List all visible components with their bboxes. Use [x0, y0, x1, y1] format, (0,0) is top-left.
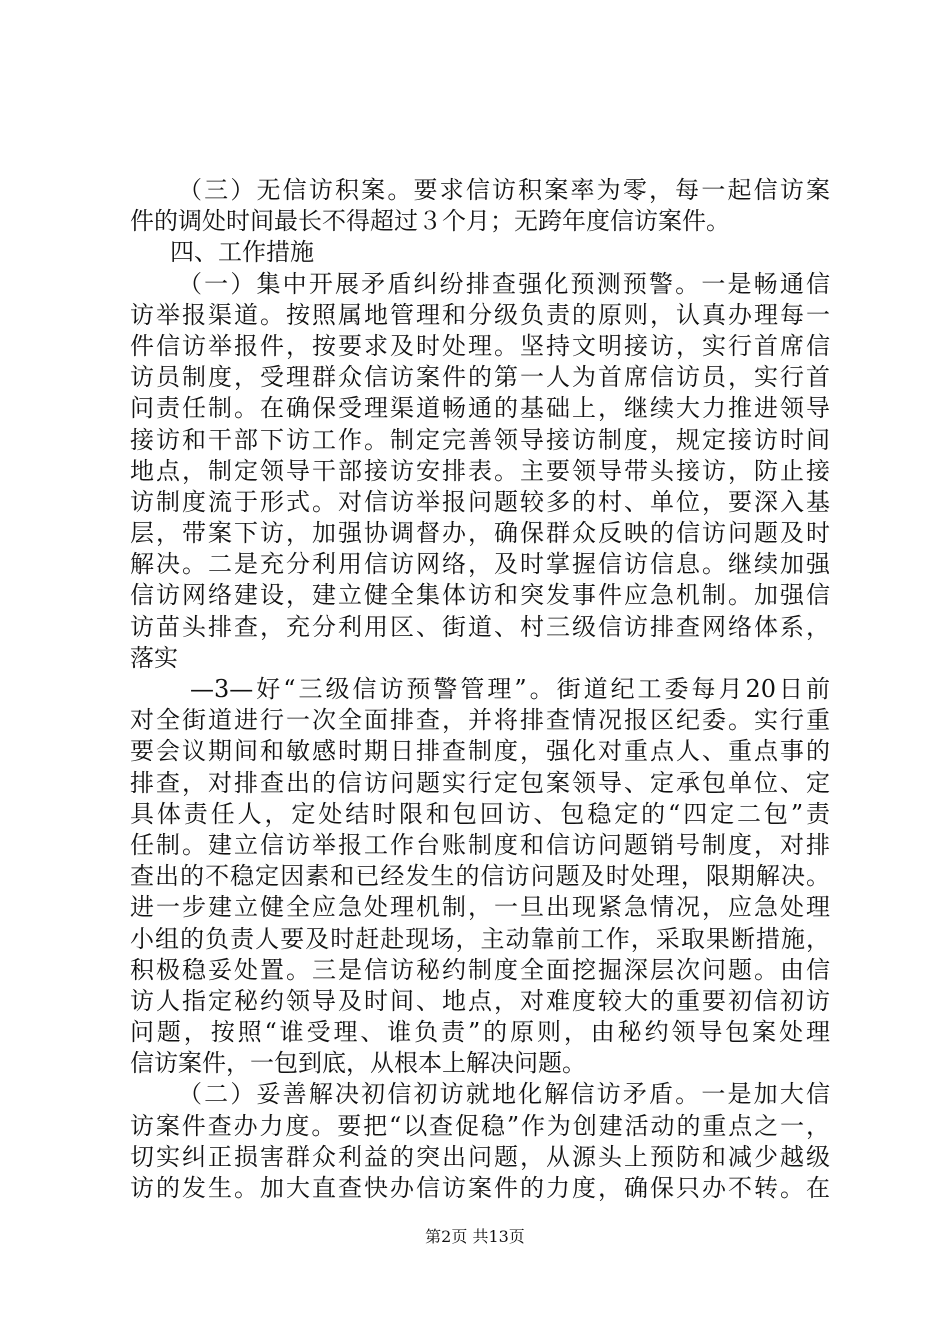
- paragraph-line: 接访和干部下访工作。制定完善领导接访制度，规定接访时间: [130, 425, 830, 454]
- paragraph-line: （三）无信访积案。要求信访积案率为零，每一起信访案: [178, 176, 830, 204]
- paragraph-line: 切实纠正损害群众利益的突出问题，从源头上预防和减少越级: [130, 1142, 830, 1171]
- paragraph-line: 问题，按照“谁受理、谁负责”的原则，由秘约领导包案处理: [130, 1018, 830, 1047]
- paragraph-line: 积极稳妥处置。三是信访秘约制度全面挖掘深层次问题。由信: [130, 955, 830, 984]
- paragraph-line: 对全街道进行一次全面排查，并将排查情况报区纪委。实行重: [130, 706, 830, 735]
- paragraph-line: 任制。建立信访举报工作台账制度和信访问题销号制度，对排: [130, 830, 830, 859]
- paragraph-line: 信访网络建设，建立健全集体访和突发事件应急机制。加强信: [130, 581, 830, 610]
- document-body: [130, 175, 830, 1204]
- page-footer: [0, 1227, 950, 1247]
- page-number: 第2页 共13页: [425, 1227, 525, 1246]
- paragraph-line: 访员制度，受理群众信访案件的第一人为首席信访员，实行首: [130, 363, 830, 392]
- paragraph-line: 要会议期间和敏感时期日排查制度，强化对重点人、重点事的: [130, 737, 830, 766]
- paragraph-line: （一）集中开展矛盾纠纷排查强化预测预警。一是畅通信: [178, 269, 830, 298]
- paragraph-line: 小组的负责人要及时赶赴现场，主动靠前工作，采取果断措施，: [130, 924, 830, 953]
- paragraph-line: 访人指定秘约领导及时间、地点，对难度较大的重要初信初访: [130, 986, 830, 1015]
- paragraph-line: 访的发生。加大直查快办信访案件的力度，确保只办不转。在: [130, 1174, 830, 1202]
- paragraph-line: 访制度流于形式。对信访举报问题较多的村、单位，要深入基: [130, 487, 830, 516]
- paragraph-line: 访案件查办力度。要把“以查促稳”作为创建活动的重点之一，: [130, 1111, 830, 1140]
- paragraph-line: 地点，制定领导干部接访安排表。主要领导带头接访，防止接: [130, 456, 830, 485]
- paragraph-line: 访举报渠道。按照属地管理和分级负责的原则，认真办理每一: [130, 300, 830, 329]
- paragraph-line: 解决。二是充分利用信访网络，及时掌握信访信息。继续加强: [130, 550, 830, 579]
- paragraph-line: —3—好“三级信访预警管理”。街道纪工委每月20日前: [190, 675, 830, 703]
- paragraph-line: 问责任制。在确保受理渠道畅通的基础上，继续大力推进领导: [130, 394, 830, 423]
- paragraph-line: 排查，对排查出的信访问题实行定包案领导、定承包单位、定: [130, 768, 830, 797]
- paragraph-line: 访苗头排查，充分利用区、街道、村三级信访排查网络体系，: [130, 612, 830, 641]
- paragraph-line: 查出的不稳定因素和已经发生的信访问题及时处理，限期解决。: [130, 862, 830, 891]
- paragraph-line: 件信访举报件，按要求及时处理。坚持文明接访，实行首席信: [130, 331, 830, 360]
- paragraph-line: （二）妥善解决初信初访就地化解信访矛盾。一是加大信: [178, 1080, 830, 1109]
- paragraph-line: 进一步建立健全应急处理机制，一旦出现紧急情况，应急处理: [130, 893, 830, 922]
- paragraph-line: 落实: [130, 643, 178, 672]
- section-heading: 四、工作措施: [170, 238, 314, 267]
- paragraph-line: 层，带案下访，加强协调督办，确保群众反映的信访问题及时: [130, 519, 830, 548]
- paragraph-line: 信访案件，一包到底，从根本上解决问题。: [130, 1049, 586, 1078]
- paragraph-line: 件的调处时间最长不得超过３个月；无跨年度信访案件。: [130, 207, 730, 236]
- paragraph-line: 具体责任人，定处结时限和包回访、包稳定的“四定二包”责: [130, 799, 830, 828]
